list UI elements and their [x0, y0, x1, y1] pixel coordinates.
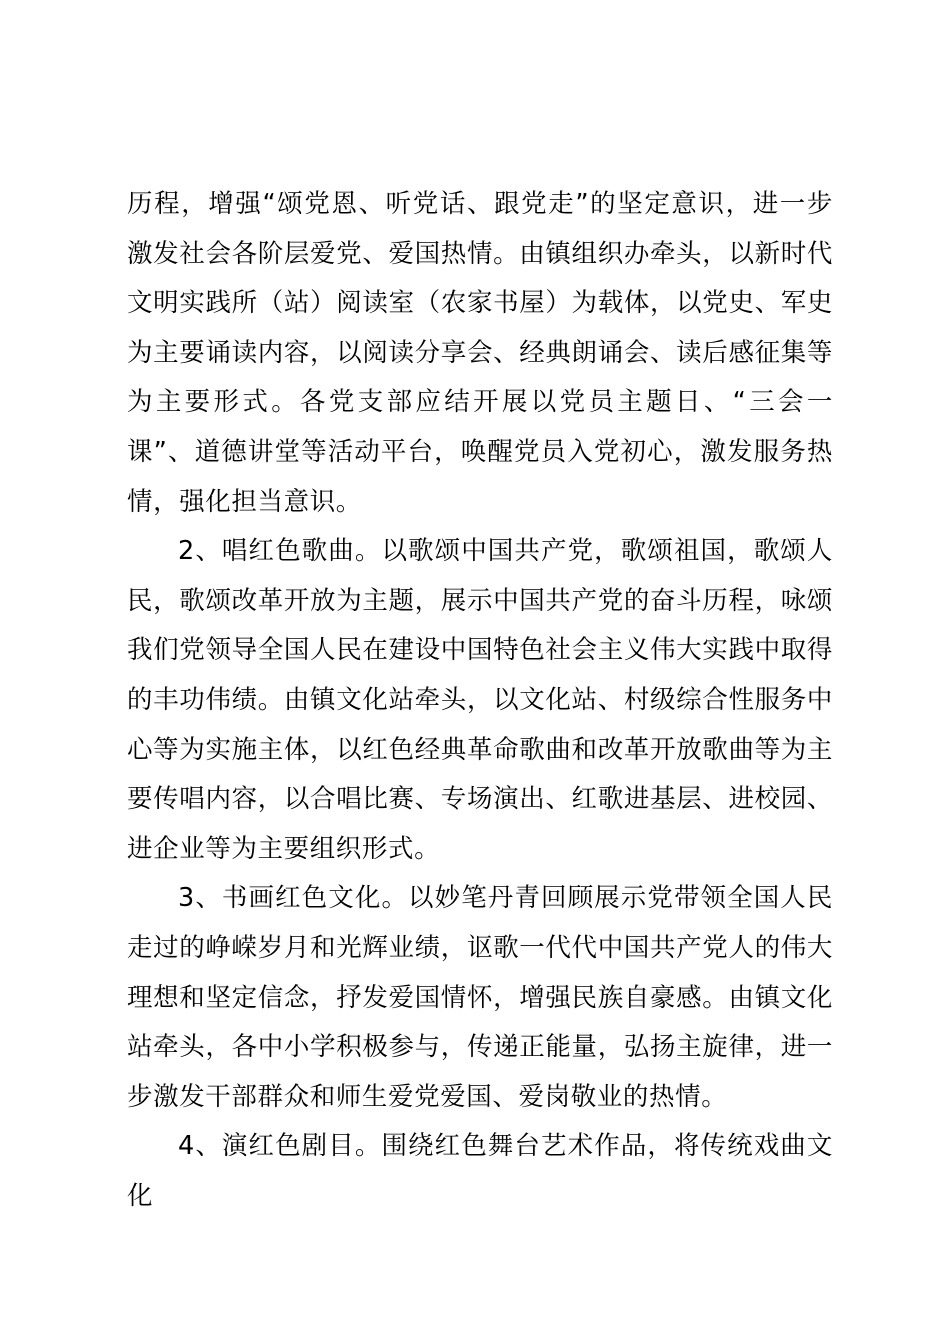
document-body — [127, 180, 833, 1221]
paragraph-sing-red-songs: 2、唱红色歌曲。以歌颂中国共产党，歌颂祖国，歌颂人民，歌颂改革开放为主题，展示中国共产党的奋斗历程，咏颂我们党领导全国人民在建设中国特色社会主义伟大实践中取得的丰功伟绩。由镇文化站牵头，以文化站、村级综合性服务中心等为实施主体，以红色经典革命歌曲和改革开放歌曲等为主要传唱内容，以合唱比赛、专场演出、红歌进基层、进校园、进企业等为主要组织形式。 — [127, 536, 833, 864]
paragraph-red-drama: 4、演红色剧目。围绕红色舞台艺术作品，将传统戏曲文化 — [127, 1131, 833, 1211]
paragraph-red-calligraphy: 3、书画红色文化。以妙笔丹青回顾展示党带领全国人民走过的峥嵘岁月和光辉业绩，讴歌一代代中国共产党人的伟大理想和坚定信念，抒发爱国情怀，增强民族自豪感。由镇文化站牵头，各中小学积极参与，传递正能量，弘扬主旋律，进一步激发干部群众和师生爱党爱国、爱岗敬业的热情。 — [127, 883, 833, 1112]
paragraph-continuation: 历程，增强“颂党恩、听党话、跟党走”的坚定意识，进一步激发社会各阶层爱党、爱国热情。由镇组织办牵头，以新时代文明实践所（站）阅读室（农家书屋）为载体，以党史、军史为主要诵读内容，以阅读分享会、经典朗诵会、读后感征集等为主要形式。各党支部应结开展以党员主题日、“三会一课”、道德讲堂等活动平台，唤醒党员入党初心，激发服务热情，强化担当意识。 — [127, 189, 833, 517]
